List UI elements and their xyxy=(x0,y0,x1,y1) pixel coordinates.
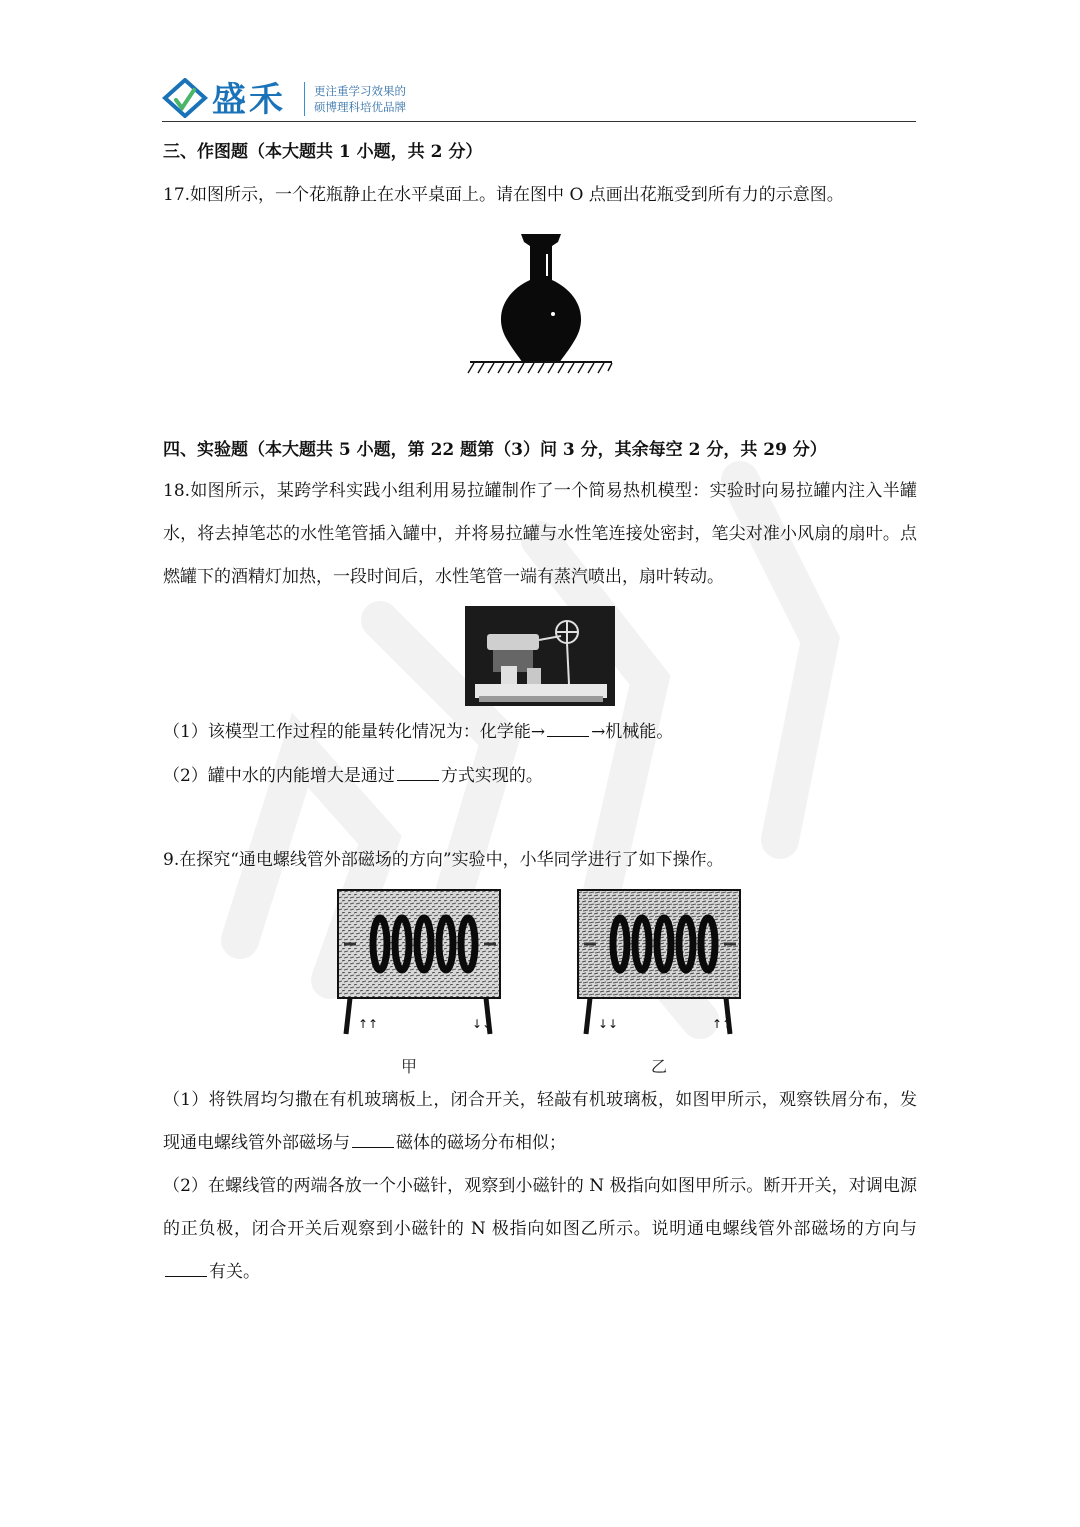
brand-name: 盛禾 xyxy=(212,80,286,120)
question-18-sub-1 xyxy=(163,720,673,744)
question-19-sub-1 xyxy=(163,1079,917,1165)
vase-figure xyxy=(466,228,616,378)
q19-sub1-before: （1）将铁屑均匀撒在有机玻璃板上，闭合开关，轻敲有机玻璃板，如图甲所示，观察铁屑分布，发现通电螺线管外部磁场与 xyxy=(163,1090,917,1153)
question-19-sub-2 xyxy=(163,1165,917,1294)
q18-sub2-after: 方式实现的。 xyxy=(440,766,543,786)
q18-sub2-before: （2）罐中水的内能增大是通过 xyxy=(163,766,395,786)
brand-logo-icon xyxy=(162,78,208,118)
header-rule xyxy=(162,121,916,122)
svg-text:↑↑: ↑↑ xyxy=(358,1017,379,1031)
question-18-stem: 18.如图所示，某跨学科实践小组利用易拉罐制作了一个简易热机模型：实验时向易拉罐内注入半罐水，将去掉笔芯的水性笔管插入罐中，并将易拉罐与水性笔连接处密封，笔尖对准小风扇的扇叶。点燃罐下的酒精灯加热，一段时间后，水性笔管一端有蒸汽喷出，扇叶转动。 xyxy=(163,481,917,587)
brand-separator xyxy=(304,82,305,116)
section-3-title: 三、作图题（本大题共 1 小题，共 2 分） xyxy=(163,142,483,162)
q18-sub1-after: →机械能。 xyxy=(591,722,674,742)
q19-sub1-blank[interactable] xyxy=(352,1131,394,1148)
heat-engine-photo xyxy=(465,606,615,706)
q19-sub2-after: 有关。 xyxy=(209,1262,260,1282)
q18-sub1-before: （1）该模型工作过程的能量转化情况为：化学能→ xyxy=(163,722,546,742)
svg-text:↓↓: ↓↓ xyxy=(598,1017,619,1031)
q19-sub2-before: （2）在螺线管的两端各放一个小磁针，观察到小磁针的 N 极指向如图甲所示。断开开关，对调电源的正负极，闭合开关后观察到小磁针的 N 极指向如图乙所示。说明通电螺线管外部磁场的方向与 xyxy=(163,1176,917,1239)
svg-text:↑↑: ↑↑ xyxy=(712,1017,733,1031)
slogan-line-1: 更注重学习效果的 xyxy=(314,84,406,98)
q19-sub2-blank[interactable] xyxy=(165,1260,207,1277)
section-4-title: 四、实验题（本大题共 5 小题，第 22 题第（3）问 3 分，其余每空 2 分，共 29 分） xyxy=(163,440,827,460)
q18-sub2-blank[interactable] xyxy=(397,764,439,781)
solenoid-figure-yi xyxy=(576,888,744,1038)
solenoid-figure-jia xyxy=(336,888,504,1038)
figure-label-yi: 乙 xyxy=(651,1057,668,1076)
brand-slogan xyxy=(314,83,406,115)
slogan-line-2: 硕博理科培优品牌 xyxy=(314,100,406,114)
question-19-stem: 9.在探究“通电螺线管外部磁场的方向”实验中，小华同学进行了如下操作。 xyxy=(163,850,724,870)
q19-sub1-after: 磁体的磁场分布相似； xyxy=(396,1133,566,1153)
question-18-sub-2 xyxy=(163,764,543,788)
svg-text:↓↓: ↓↓ xyxy=(472,1017,493,1031)
figure-label-jia: 甲 xyxy=(401,1057,418,1076)
question-17-text: 17.如图所示，一个花瓶静止在水平桌面上。请在图中 O 点画出花瓶受到所有力的示意图。 xyxy=(163,185,844,205)
q18-sub1-blank[interactable] xyxy=(547,720,589,737)
